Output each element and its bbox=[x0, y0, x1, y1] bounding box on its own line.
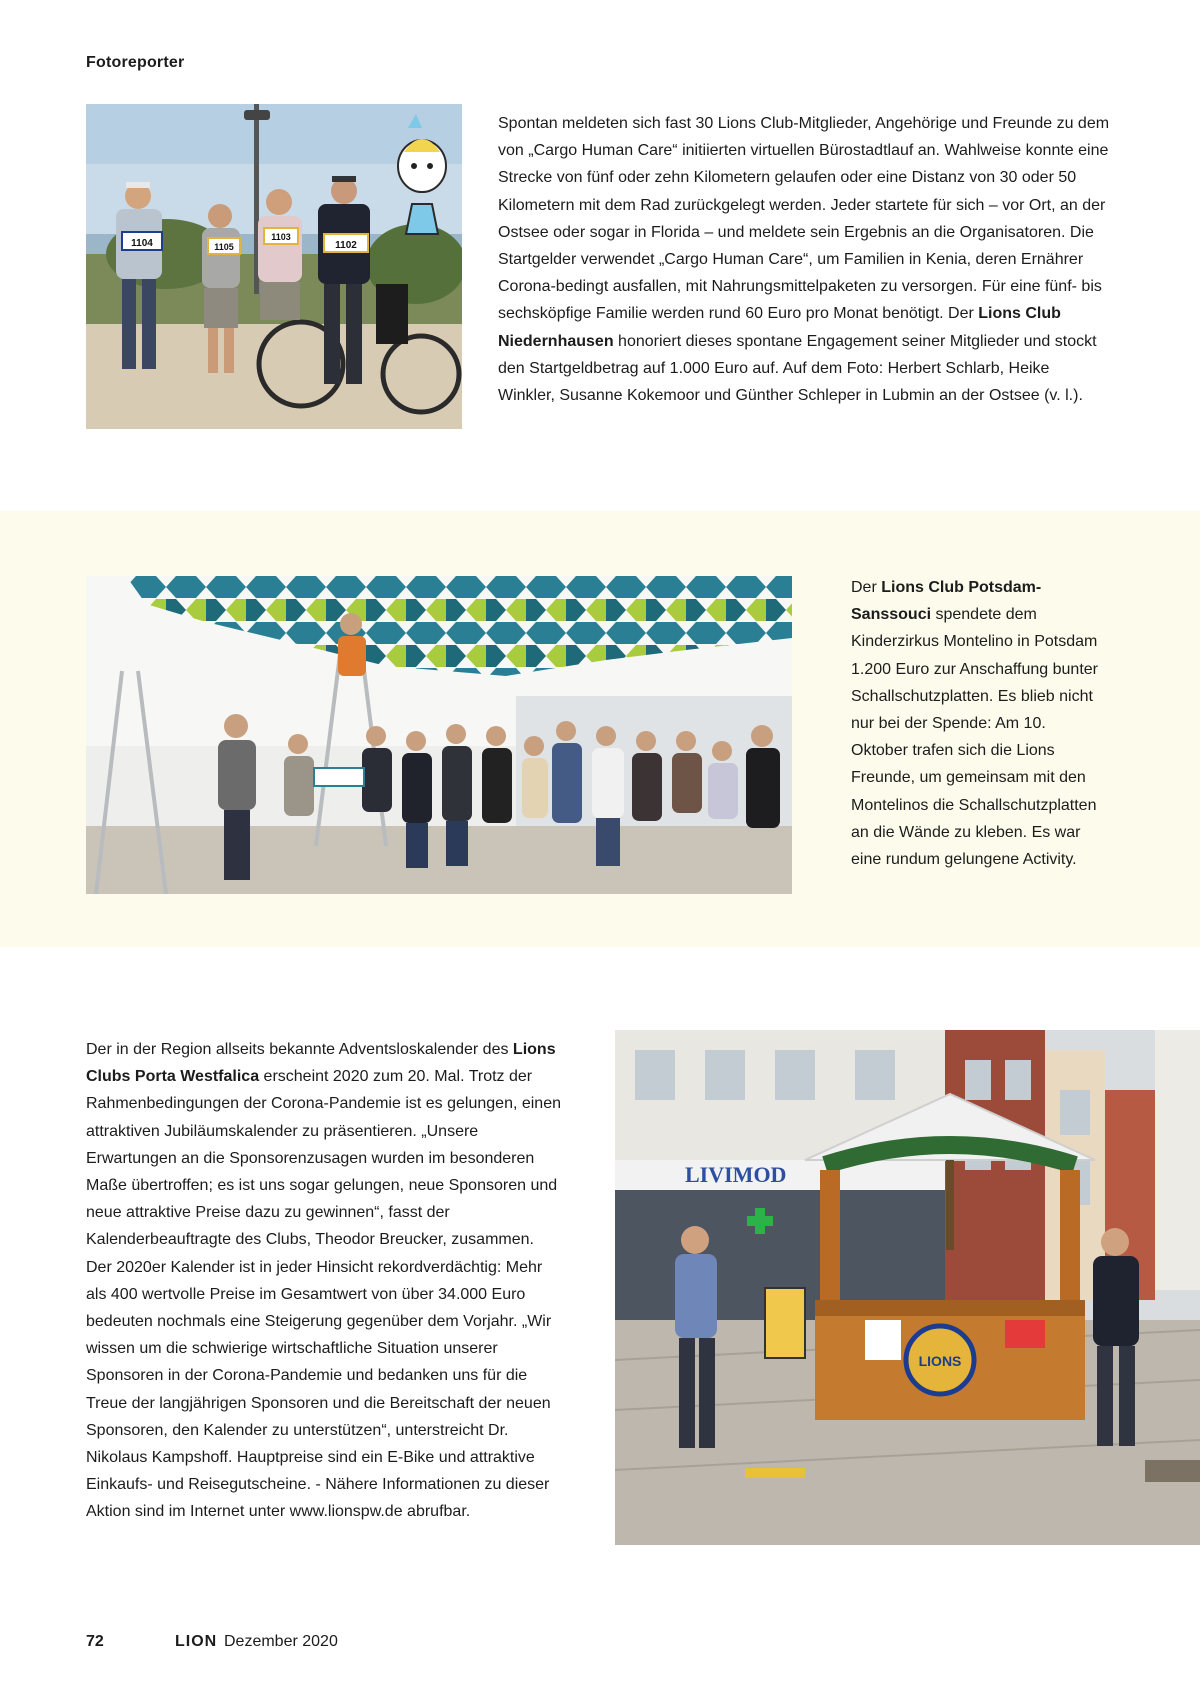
article-text-niedernhausen bbox=[498, 110, 1110, 409]
article-text: Der in der Region allseits bekannte Adventsloskalender des bbox=[86, 1041, 513, 1058]
club-name: Lions Clubs Porta Westfalica bbox=[86, 1041, 556, 1086]
section-label: Fotoreporter bbox=[86, 54, 185, 71]
article-text: Der bbox=[851, 579, 882, 596]
photo-advent-booth bbox=[615, 1030, 1200, 1545]
magazine-name: LION bbox=[175, 1633, 218, 1650]
bib-number: 1105 bbox=[214, 242, 234, 252]
issue-date: Dezember 2020 bbox=[224, 1633, 338, 1650]
shop-sign: LIVIMOD bbox=[685, 1162, 787, 1187]
article-text-porta-westfalica bbox=[86, 1036, 562, 1526]
bib-number: 1104 bbox=[131, 238, 153, 249]
photo-bike-event bbox=[86, 104, 462, 429]
article-text: Spontan meldeten sich fast 30 Lions Club-Mitglieder, Angehörige und Freunde zu dem von „Cargo Human Care“ initiierten virtuellen Bürostadtlauf an. Wahlweise konnte eine Strecke von fünf oder zehn Kilometern gelaufen oder eine Distanz von 30 oder 50 Kilometern mit dem Rad zurückgelegt werden. Jeder startete für sich – vor Ort, an der Ostsee oder sogar in Florida – und meldete sein Ergebnis an die Organisatoren. Die Startgelder verwendet „Cargo Human Care“, um Familien in Kenia, deren Ernährer Corona-bedingt ausfallen, mit Nahrungsmittelpaketen zu versorgen. Für eine fünf- bis sechsköpfige Familie werden rund 60 Euro pro Monat benötigt. Der bbox=[498, 115, 1110, 323]
bib-number: 1103 bbox=[271, 232, 291, 242]
club-name: Lions Club Potsdam-Sanssouci bbox=[851, 579, 1042, 624]
booth-logo: LIONS bbox=[918, 1353, 962, 1369]
photo-montelino-group bbox=[86, 576, 792, 894]
article-text: erscheint 2020 zum 20. Mal. Trotz der Rahmenbedingungen der Corona-Pandemie ist es gelungen, einen attraktiven Jubiläumskalender zu präsentieren. „Unsere Erwartungen an die Sponsorenzusagen wurden im besonderen Maße übertroffen; es ist uns sogar gelungen, neue Sponsoren und neue attraktive Preise dazu zu gewinnen“, fasst der Kalenderbeauftragte des Clubs, Theodor Breucker, zusammen. Der 2020er Kalender ist in jeder Hinsicht rekordverdächtig: Mehr als 400 wertvolle Preise im Gesamtwert von über 34.000 Euro bedeuten nochmals eine Steigerung gegenüber dem Vorjahr. „Wir wissen um die schwierige wirtschaftliche Situation unserer Sponsoren in der Corona-Pandemie und bedanken uns für die Treue der langjährigen Sponsoren und die Bereitschaft der neuen Sponsoren, den Kalender zu unterstützen“, unterstreicht Dr. Nikolaus Kampshoff. Hauptpreise sind ein E-Bike und attraktive Einkaufs- und Reisegutscheine. - Nähere Informationen zu dieser Aktion sind im Internet unter www.lionspw.de abrufbar. bbox=[86, 1068, 561, 1521]
article-text: honoriert dieses spontane Engagement seiner Mitglieder und stockt den Startgeldbetrag auf 1.000 Euro auf. Auf dem Foto: Herbert Schlarb, Heike Winkler, Susanne Kokemoor und Günther Schleper in Lubmin an der Ostsee (v. l.). bbox=[498, 332, 1097, 405]
article-text-potsdam bbox=[851, 574, 1101, 873]
club-name: Lions Club Niedernhausen bbox=[498, 305, 1061, 350]
bib-number: 1102 bbox=[335, 240, 357, 251]
article-text: spendete dem Kinderzirkus Montelino in Potsdam 1.200 Euro zur Anschaffung bunter Schallschutzplatten. Es blieb nicht nur bei der Spende: Am 10. Oktober trafen sich die Lions Freunde, um gemeinsam mit den Montelinos die Schallschutzplatten an die Wände zu kleben. Es war eine rundum gelungene Activity. bbox=[851, 606, 1098, 869]
page-number: 72 bbox=[86, 1633, 104, 1650]
